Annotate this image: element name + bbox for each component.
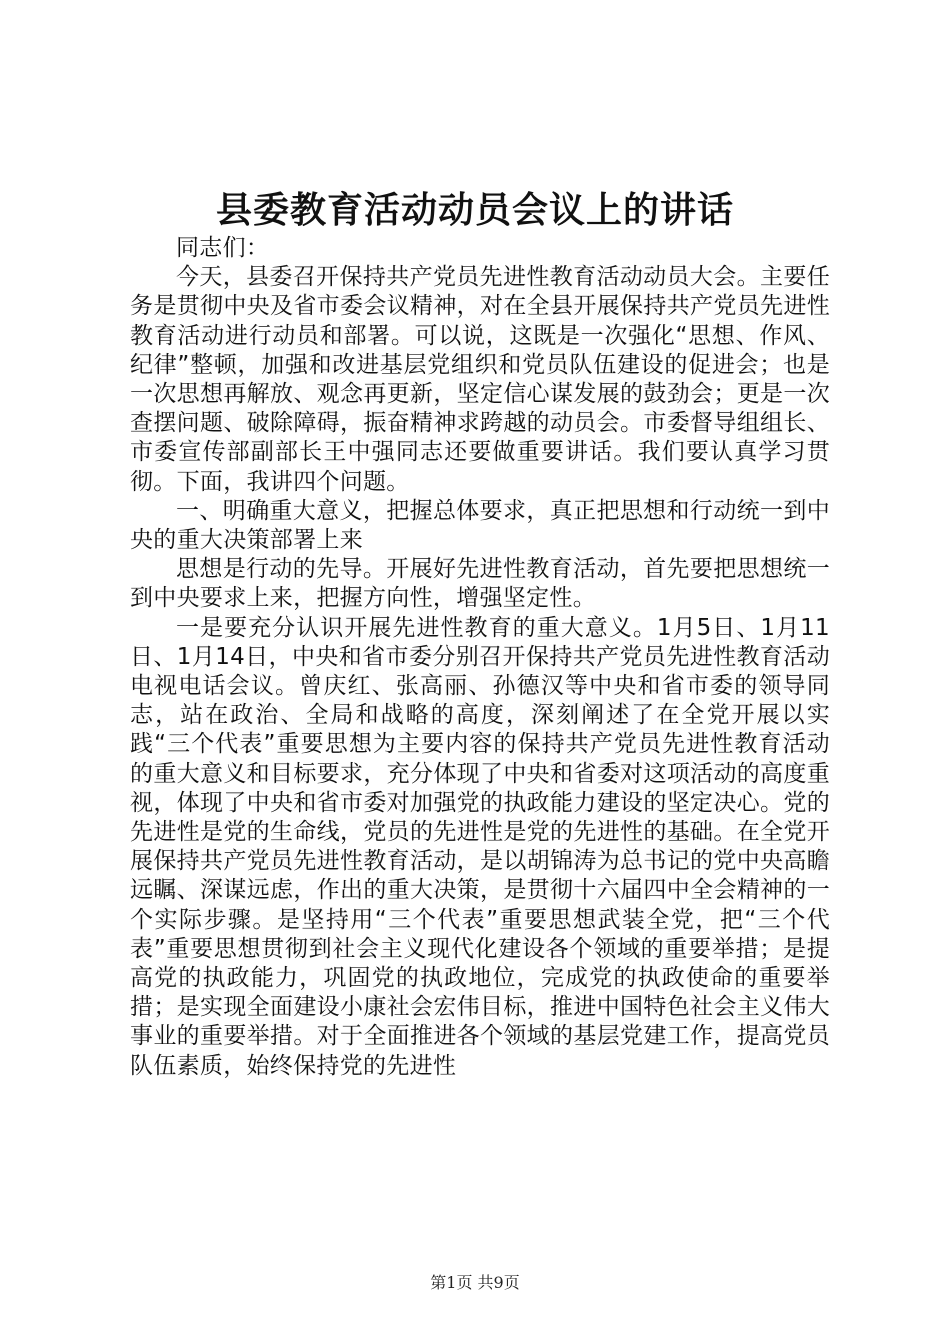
page-footer: 第1页 共9页 <box>430 1273 520 1292</box>
section-heading-1: 一、明确重大意义，把握总体要求，真正把思想和行动统一到中央的重大决策部署上来 <box>130 497 830 554</box>
document-title: 县委教育活动动员会议上的讲话 <box>215 189 734 231</box>
intro-paragraph: 今天，县委召开保持共产党员先进性教育活动动员大会。主要任务是贯彻中央及省市委会议精神，对在全县开展保持共产党员先进性教育活动进行动员和部署。可以说，这既是一次强化“思想、作风、纪律”整顿，加强和改进基层党组织和党员队伍建设的促进会；也是一次思想再解放、观念再更新，坚定信心谋发展的鼓劲会；更是一次查摆问题、破除障碍，振奋精神求跨越的动员会。市委督导组组长、市委宣传部副部长王中强同志还要做重要讲话。我们要认真学习贯彻。下面，我讲四个问题。 <box>130 264 830 495</box>
salutation-paragraph: 同志们： <box>176 235 270 261</box>
document-body <box>130 234 830 1081</box>
body-paragraph: 思想是行动的先导。开展好先进性教育活动，首先要把思想统一到中央要求上来，把握方向性，增强坚定性。 <box>130 556 830 612</box>
body-paragraph: 一是要充分认识开展先进性教育的重大意义。1月5日、1月11日、1月14日，中央和省市委分别召开保持共产党员先进性教育活动电视电话会议。曾庆红、张高丽、孙德汉等中央和省市委的领导同志，站在政治、全局和战略的高度，深刻阐述了在全党开展以实践“三个代表”重要思想为主要内容的保持共产党员先进性教育活动的重大意义和目标要求，充分体现了中央和省委对这项活动的高度重视，体现了中央和省市委对加强党的执政能力建设的坚定决心。党的先进性是党的生命线，党员的先进性是党的先进性的基础。在全党开展保持共产党员先进性教育活动，是以胡锦涛为总书记的党中央高瞻远瞩、深谋远虑，作出的重大决策，是贯彻十六届四中全会精神的一个实际步骤。是坚持用“三个代表”重要思想武装全党，把“三个代表”重要思想贯彻到社会主义现代化建设各个领域的重要举措；是提高党的执政能力，巩固党的执政地位，完成党的执政使命的重要举措；是实现全面建设小康社会宏伟目标，推进中国特色社会主义伟大事业的重要举措。对于全面推进各个领域的基层党建工作，提高党员队伍素质，始终保持党的先进性 <box>130 614 830 1079</box>
